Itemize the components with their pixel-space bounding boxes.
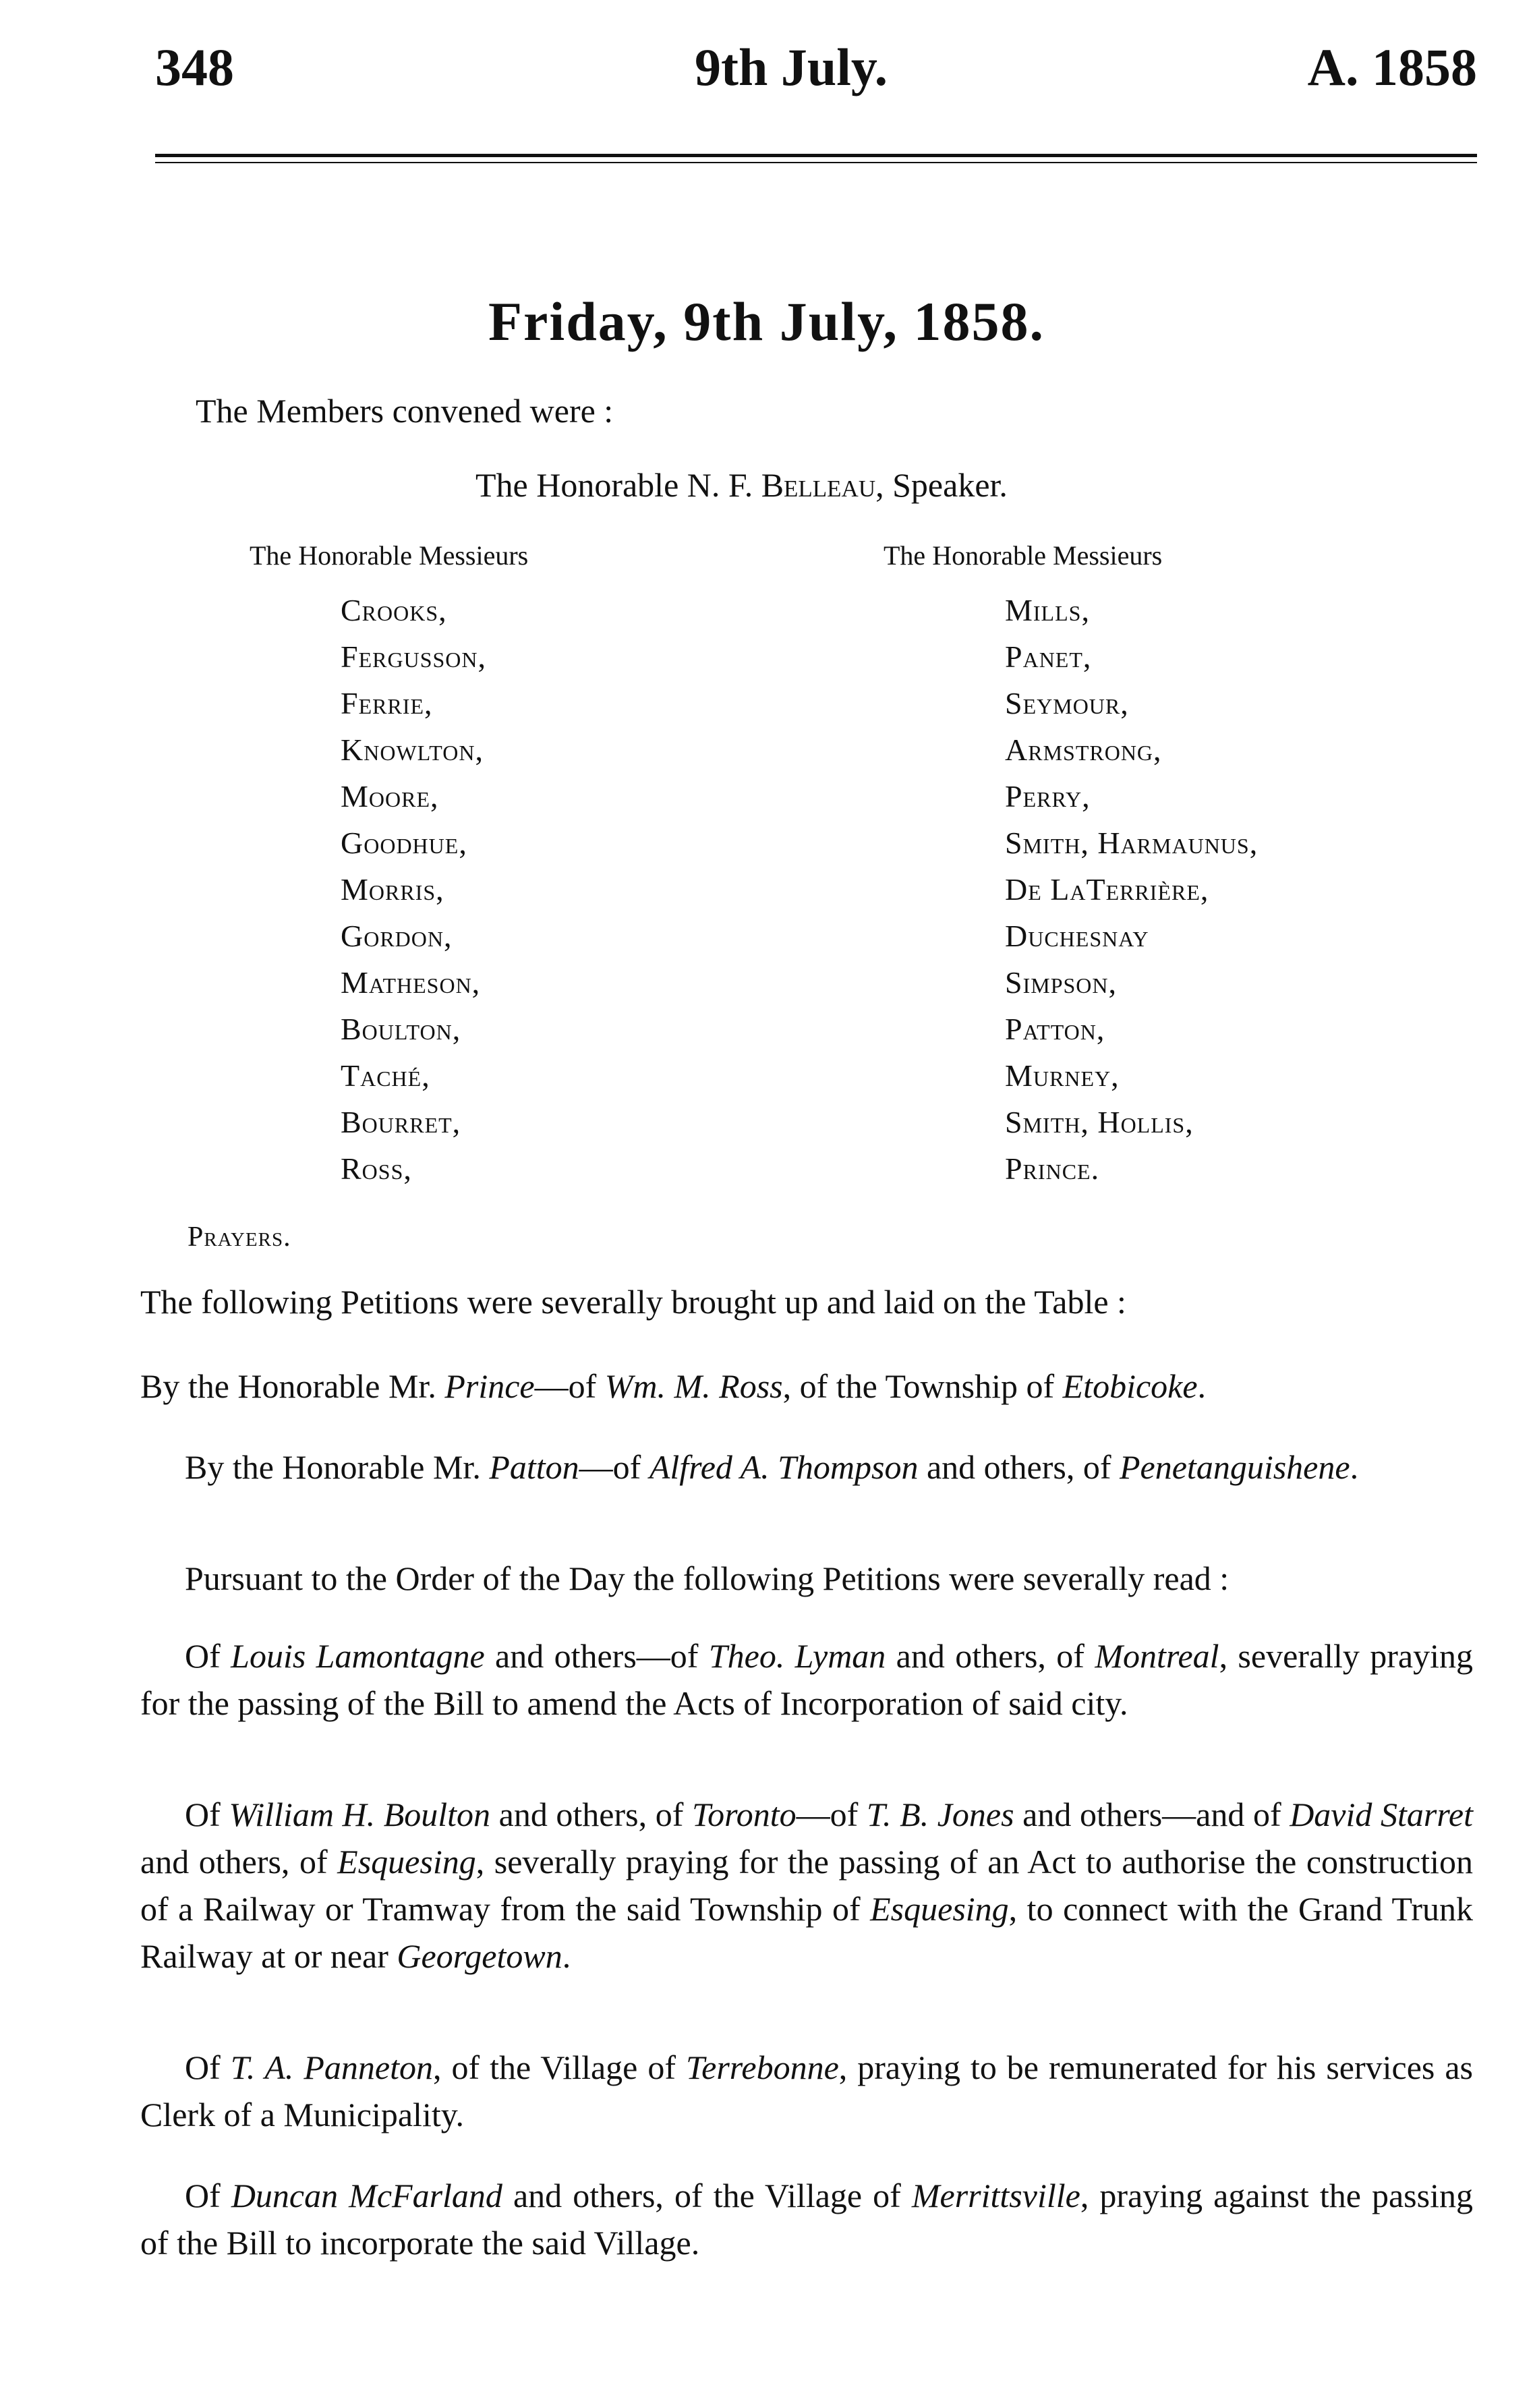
text-run: Of [185,2048,231,2086]
text-run-italic: Esquesing [870,1890,1009,1928]
day-title: Friday, 9th July, 1858. [488,291,1045,352]
text-run: By the Honorable Mr. [140,1367,445,1405]
text-run-italic: Theo. Lyman [708,1637,886,1675]
member-name: Panet, [1005,639,1092,674]
text-run-italic: David Starret [1290,1796,1474,1833]
member-name: Smith, Hollis, [1005,1105,1194,1139]
members-left-heading: The Honorable Messieurs [250,540,529,571]
text-run: , to connect with the Grand Trunk Railway at or near [140,1890,1473,1975]
paragraph-text: Pursuant to the Order of the Day the following Petitions were severally read : [185,1559,1230,1597]
member-name: De LaTerrière, [1005,872,1209,907]
text-run: , of the Township of [782,1367,1063,1405]
member-name: Prince. [1005,1151,1100,1186]
member-name: Simpson, [1005,965,1118,1000]
text-run-italic: Montreal [1095,1637,1219,1675]
text-run-italic: Duncan McFarland [231,2177,502,2214]
text-run-italic: T. B. Jones [866,1796,1014,1833]
member-name: Patton, [1005,1012,1105,1046]
text-run: Of [185,2177,231,2214]
member-name: Boulton, [341,1012,461,1046]
paragraph-petition-patton [140,1443,1473,1491]
paragraph-petition-panneton [140,2044,1473,2138]
header-rule-thin [155,162,1477,163]
header-year: A. 1858 [1307,38,1477,96]
paragraph-petitions-brought-up [140,1278,1473,1325]
text-run-italic: William H. Boulton [229,1796,491,1833]
member-name: Murney, [1005,1058,1120,1093]
member-name: Mills, [1005,593,1090,627]
member-name: Smith, Harmaunus, [1005,826,1259,860]
text-run: and others—of [484,1637,709,1675]
member-name: Goodhue, [341,826,467,860]
text-run: Of [185,1637,231,1675]
member-name: Morris, [341,872,444,907]
member-name: Gordon, [341,919,453,953]
member-name: Taché, [341,1058,430,1093]
paragraph-petition-mcfarland [140,2172,1473,2266]
convened-label: The Members convened were : [196,392,614,430]
text-run: and others, of the Village of [502,2177,912,2214]
text-run-italic: Terrebonne [685,2048,839,2086]
text-run: , of the Village of [433,2048,686,2086]
members-right-heading: The Honorable Messieurs [884,540,1163,571]
member-name: Fergusson, [341,639,487,674]
text-run: —of [534,1367,605,1405]
speaker-line [475,465,1008,505]
text-run: —of [579,1448,649,1486]
speaker-prefix: The Honorable [475,466,679,504]
text-run-italic: Merrittsville [911,2177,1080,2214]
text-run: . [562,1937,571,1975]
member-name: Seymour, [1005,686,1129,720]
member-name: Moore, [341,779,439,813]
member-name: Duchesnay [1005,919,1149,953]
text-run: and others, of [140,1843,338,1881]
running-header [155,37,1477,118]
text-run-italic: Toronto [691,1796,797,1833]
member-name: Armstrong, [1005,733,1162,767]
members-list-left [341,590,486,1195]
paragraph-petition-boulton [140,1791,1473,1980]
text-run: and others, of [886,1637,1095,1675]
text-run: and others, of [918,1448,1120,1486]
text-run: , praying against the passing of the Bill to incorporate the said Village. [140,2177,1473,2262]
text-run: , praying to be remunerated for his services as Clerk of a Municipality. [140,2048,1473,2133]
text-run-italic: Esquesing [337,1843,476,1881]
members-list-right [1005,590,1258,1195]
text-run-italic: Wm. M. Ross [604,1367,783,1405]
text-run-italic: Prince [444,1367,535,1405]
member-name: Matheson, [341,965,481,1000]
paragraph-text: The following Petitions were severally brought up and laid on the Table : [140,1283,1126,1321]
text-run-italic: T. A. Panneton [230,2048,433,2086]
text-run-italic: Etobicoke [1062,1367,1198,1405]
header-rule-thick [155,154,1477,157]
paragraph-petition-lamontagne [140,1632,1473,1727]
member-name: Perry, [1005,779,1091,813]
text-run-italic: Louis Lamontagne [231,1637,485,1675]
text-run: , severally praying for the passing of the Bill to amend the Acts of Incorporation of said city. [140,1637,1473,1722]
member-name: Knowlton, [341,733,484,767]
text-run: . [1350,1448,1359,1486]
speaker-name: N. F. Belleau [687,466,876,504]
text-run: . [1197,1367,1207,1405]
text-run: —of [796,1796,867,1833]
text-run: By the Honorable Mr. [185,1448,490,1486]
text-run-italic: Georgetown [397,1937,562,1975]
paragraph-petition-prince [140,1363,1473,1410]
speaker-suffix: , Speaker. [875,466,1008,504]
header-date: 9th July. [695,38,888,96]
member-name: Crooks, [341,593,447,627]
text-run-italic: Penetanguishene [1120,1448,1350,1486]
prayers-heading: Prayers. [187,1222,291,1253]
page-number: 348 [155,38,234,96]
text-run: , severally praying for the passing of an Act to authorise the construction of a Railway or Tramway from the said Township of [140,1843,1473,1928]
text-run: and others, of [490,1796,692,1833]
text-run: and others—and of [1014,1796,1290,1833]
member-name: Ross, [341,1151,412,1186]
text-run: Of [185,1796,229,1833]
member-name: Bourret, [341,1105,461,1139]
text-run-italic: Patton [489,1448,579,1486]
text-run-italic: Alfred A. Thompson [649,1448,919,1486]
paragraph-order-of-day [140,1555,1473,1602]
member-name: Ferrie, [341,686,433,720]
